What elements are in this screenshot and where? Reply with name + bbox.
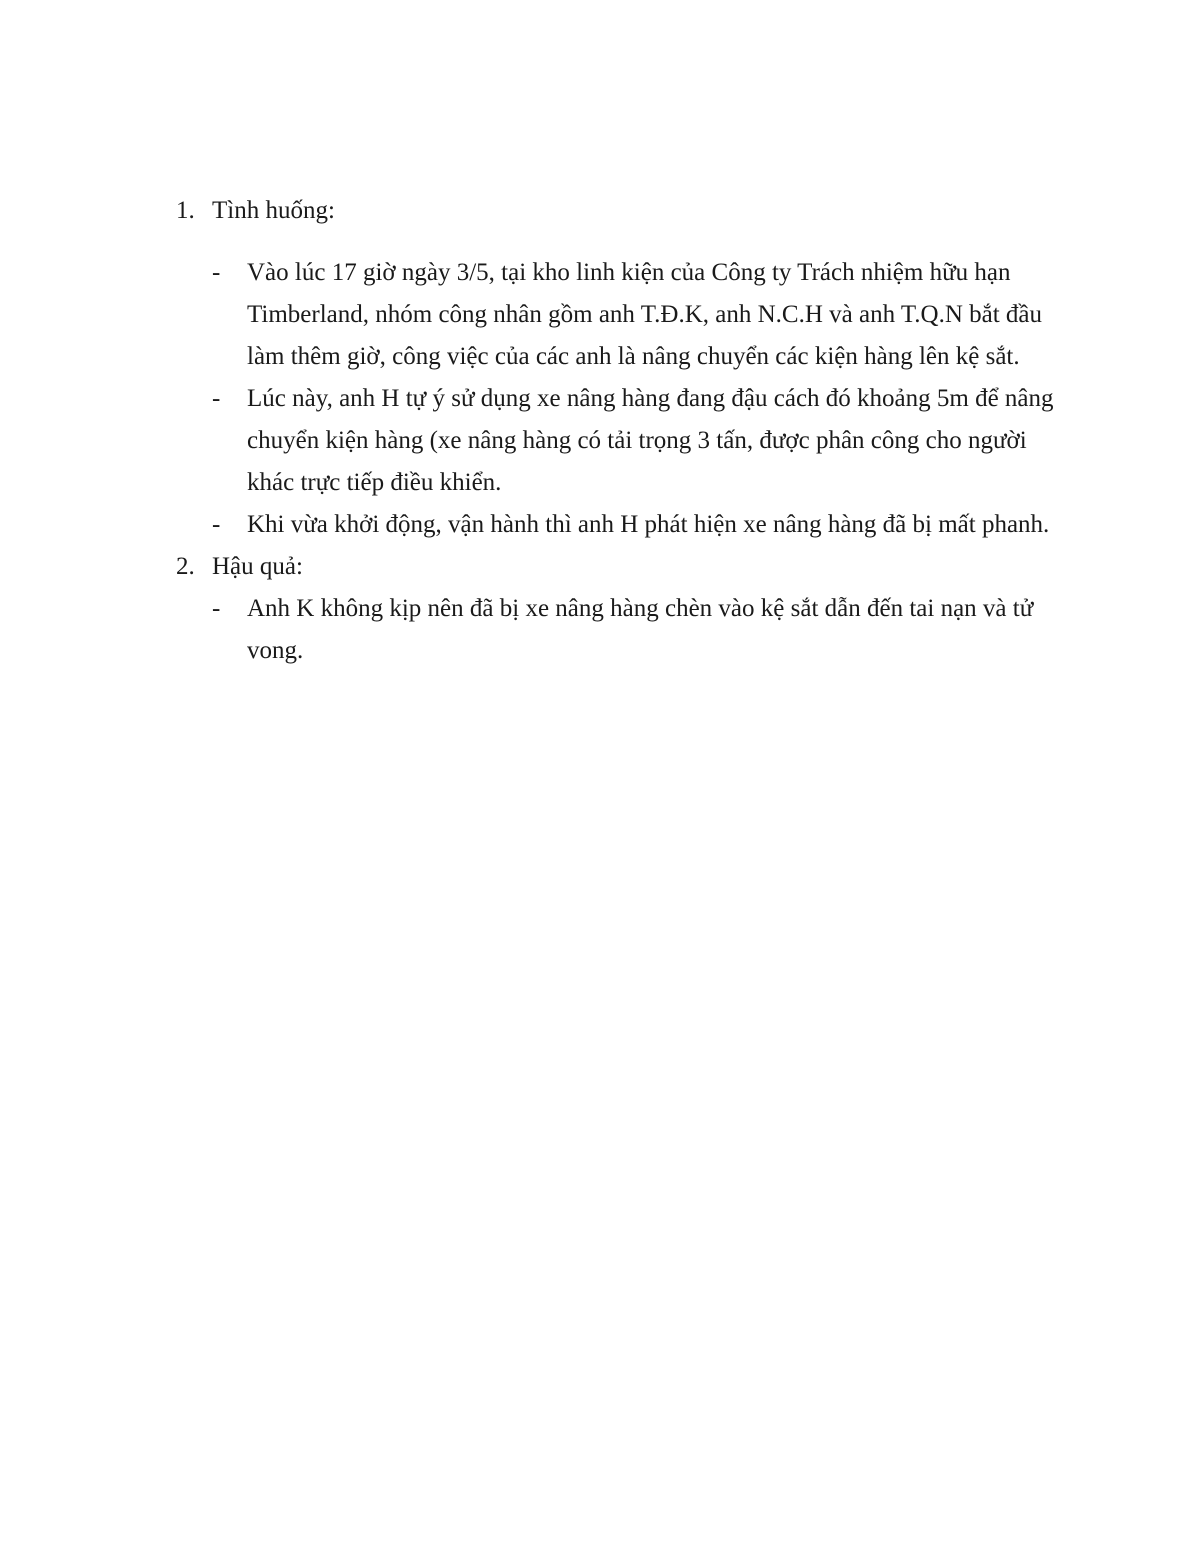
bullet-text: Anh K không kịp nên đã bị xe nâng hàng chèn vào kệ sắt dẫn đến tai nạn và tử vong. bbox=[247, 595, 1034, 664]
section-heading bbox=[176, 546, 1056, 588]
section-title: Tình huống: bbox=[212, 197, 335, 224]
section-number: 2. bbox=[176, 553, 195, 580]
bullet-text: Vào lúc 17 giờ ngày 3/5, tại kho linh kiện của Công ty Trách nhiệm hữu hạn Timberland, nhóm công nhân gồm anh T.Đ.K, anh N.C.H và anh T.Q.N bắt đầu làm thêm giờ, công việc của các anh là nâng chuyển các kiện hàng lên kệ sắt. bbox=[247, 259, 1043, 370]
bullet-marker: - bbox=[212, 385, 221, 412]
bullet-item bbox=[212, 378, 1056, 504]
bullet-item bbox=[212, 504, 1056, 546]
section-title: Hậu quả: bbox=[212, 553, 303, 580]
section-situation bbox=[176, 190, 1056, 546]
bullet-list bbox=[176, 252, 1056, 546]
bullet-marker: - bbox=[212, 511, 221, 538]
bullet-text: Khi vừa khởi động, vận hành thì anh H phát hiện xe nâng hàng đã bị mất phanh. bbox=[247, 511, 1050, 538]
bullet-item bbox=[212, 588, 1056, 672]
bullet-item bbox=[212, 252, 1056, 378]
section-number: 1. bbox=[176, 197, 195, 224]
document-body bbox=[176, 190, 1056, 672]
bullet-marker: - bbox=[212, 259, 221, 286]
bullet-marker: - bbox=[212, 595, 221, 622]
section-consequences bbox=[176, 546, 1056, 672]
bullet-text: Lúc này, anh H tự ý sử dụng xe nâng hàng đang đậu cách đó khoảng 5m để nâng chuyển kiện hàng (xe nâng hàng có tải trọng 3 tấn, được phân công cho người khác trực tiếp điều khiển. bbox=[247, 385, 1054, 496]
bullet-list bbox=[176, 588, 1056, 672]
section-heading bbox=[176, 190, 1056, 232]
